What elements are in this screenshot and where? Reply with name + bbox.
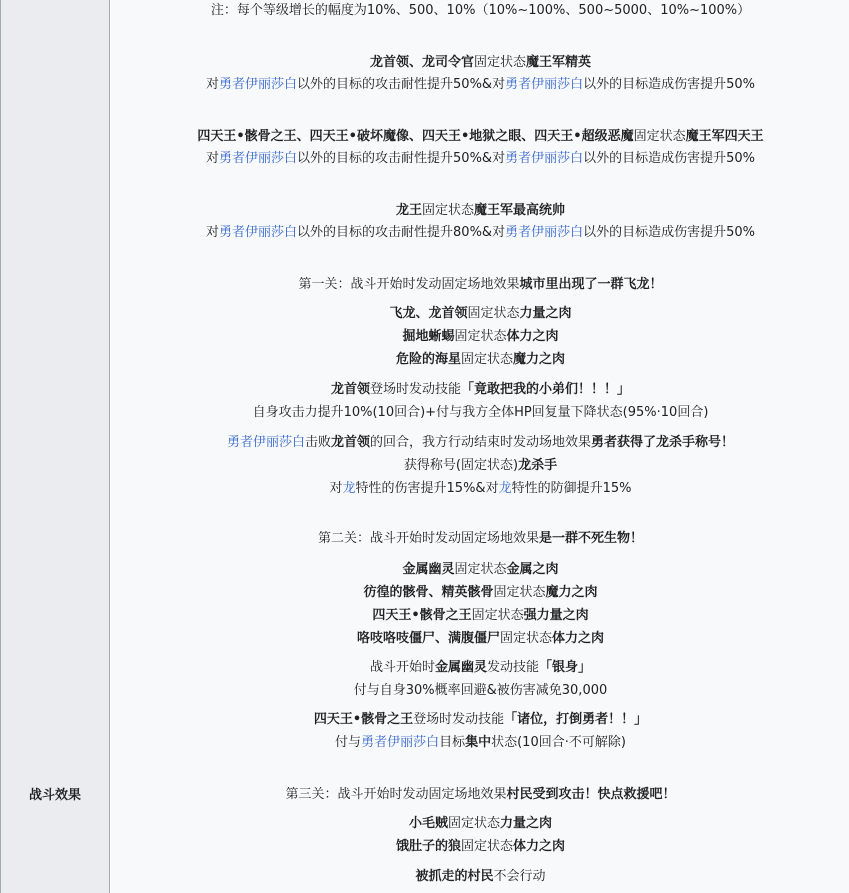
line-text: 固定状态 [493, 585, 546, 600]
effect-line [111, 734, 849, 752]
line-text: 对 [206, 151, 220, 166]
line-text: 特性的防御提升15% [511, 481, 632, 496]
row-header-cell [1, 0, 110, 893]
line-text: 第二关：战斗开始时发动固定场地效果 [317, 531, 539, 546]
line-text: 以外的目标的攻击耐性提升50%&对 [297, 77, 506, 92]
line-text: 付与自身30%概率回避&被伤害减免30,000 [353, 683, 608, 698]
effect-line [111, 276, 849, 294]
line-text: 付与 [335, 735, 362, 750]
line-text: 目标 [439, 735, 466, 750]
bold-term: 「竟敢把我的小弟们！！！」 [461, 382, 631, 397]
effect-line [111, 224, 849, 242]
bold-term: 是一群不死生物！ [539, 531, 644, 546]
line-text: 获得称号(固定状态) [403, 458, 519, 473]
bold-term: 强力量之肉 [523, 608, 589, 623]
line-text: 发动技能 [487, 660, 540, 675]
effect-line [111, 305, 849, 323]
effect-line [111, 868, 849, 886]
row-content-cell [111, 0, 849, 893]
bold-term: 咯吱咯吱僵尸、满腹僵尸 [356, 631, 500, 646]
line-text: 以外的目标造成伤害提升50% [583, 225, 755, 240]
line-text: 第三关：战斗开始时发动固定场地效果 [285, 787, 507, 802]
bold-term: 体力之肉 [552, 631, 605, 646]
effect-line [111, 584, 849, 602]
line-text: 自身攻击力提升10%(10回合)+付与我方全体HP回复量下降状态(95%·10回合) [252, 405, 709, 420]
effect-line [111, 328, 849, 346]
line-text: 固定状态 [633, 129, 686, 144]
line-text: 固定状态 [471, 608, 524, 623]
bold-term: 彷徨的骸骨、精英骸骨 [363, 585, 494, 600]
line-text: 固定状态 [467, 306, 520, 321]
bold-term: 村民受到攻击！快点救援吧！ [506, 787, 676, 802]
bold-term: 四天王•骸骨之王 [372, 608, 472, 623]
effect-line [111, 659, 849, 677]
character-link[interactable]: 勇者伊丽莎白 [361, 735, 440, 750]
effect-line [111, 630, 849, 648]
bold-term: 掘地蜥蜴 [402, 329, 455, 344]
bold-term: 被抓走的村民 [415, 869, 494, 884]
line-text: 注：每个等级增长的幅度为10%、500、10%（10%~100%、500~5000、10%~100%） [210, 3, 751, 18]
effect-line [111, 202, 849, 220]
effect-line [111, 561, 849, 579]
bold-term: 力量之肉 [500, 816, 553, 831]
bold-term: 魔力之肉 [545, 585, 598, 600]
effect-line [111, 128, 849, 146]
bold-term: 金属之肉 [506, 562, 559, 577]
bold-term: 小毛贼 [408, 816, 448, 831]
bold-term: 魔王军四天王 [685, 129, 764, 144]
bold-term: 危险的海星 [395, 352, 461, 367]
effect-line [111, 76, 849, 94]
bold-term: 金属幽灵 [434, 660, 487, 675]
bold-term: 饿肚子的狼 [395, 839, 461, 854]
line-text: 第一关：战斗开始时发动固定场地效果 [298, 277, 520, 292]
effect-line [111, 457, 849, 475]
line-text: 不会行动 [493, 869, 546, 884]
character-link[interactable]: 龙 [498, 481, 512, 496]
line-text: 固定状态 [447, 816, 500, 831]
bold-term: 龙首领、龙司令官 [369, 55, 474, 70]
bold-term: 「银身」 [539, 660, 592, 675]
effect-line [111, 404, 849, 422]
effect-line [111, 711, 849, 729]
line-text: 以外的目标造成伤害提升50% [583, 151, 755, 166]
line-text: 登场时发动技能 [413, 712, 505, 727]
line-text: 固定状态 [454, 329, 507, 344]
bold-term: 城市里出现了一群飞龙！ [519, 277, 663, 292]
bold-term: 龙杀手 [518, 458, 558, 473]
line-text: 固定状态 [499, 631, 552, 646]
character-link[interactable]: 龙 [342, 481, 356, 496]
line-text: 对 [206, 225, 220, 240]
bold-term: 龙王 [395, 203, 422, 218]
effect-line [111, 480, 849, 498]
bold-term: 飞龙、龙首领 [389, 306, 468, 321]
character-link[interactable]: 勇者伊丽莎白 [219, 151, 298, 166]
character-link[interactable]: 勇者伊丽莎白 [219, 77, 298, 92]
character-link[interactable]: 勇者伊丽莎白 [219, 225, 298, 240]
line-text: 固定状态 [421, 203, 474, 218]
line-text: 以外的目标造成伤害提升50% [583, 77, 755, 92]
row-header-label: 战斗效果 [28, 788, 81, 803]
bold-term: 龙首领 [330, 382, 370, 397]
line-text: 固定状态 [473, 55, 526, 70]
character-link[interactable]: 勇者伊丽莎白 [505, 77, 584, 92]
effect-line [111, 351, 849, 369]
bold-term: 力量之肉 [519, 306, 572, 321]
bold-term: 体力之肉 [506, 329, 559, 344]
character-link[interactable]: 勇者伊丽莎白 [226, 435, 305, 450]
effect-line [111, 381, 849, 399]
line-text: 固定状态 [460, 352, 513, 367]
line-text: 的回合，我方行动结束时发动场地效果 [370, 435, 592, 450]
effect-line [111, 838, 849, 856]
effect-line [111, 530, 849, 548]
line-text: 击败 [304, 435, 331, 450]
line-text: 以外的目标的攻击耐性提升80%&对 [297, 225, 506, 240]
bold-term: 集中 [465, 735, 492, 750]
bold-term: 勇者获得了龙杀手称号！ [591, 435, 735, 450]
line-text: 固定状态 [460, 839, 513, 854]
line-text: 状态(10回合·不可解除) [491, 735, 626, 750]
bold-term: 四天王•骸骨之王、四天王•破坏魔像、四天王•地狱之眼、四天王•超级恶魔 [197, 129, 634, 144]
effect-line [111, 150, 849, 168]
effect-line [111, 815, 849, 833]
effect-line [111, 786, 849, 804]
bold-term: 魔王军精英 [526, 55, 592, 70]
line-text: 以外的目标的攻击耐性提升50%&对 [297, 151, 506, 166]
line-text: 战斗开始时 [369, 660, 435, 675]
line-text: 登场时发动技能 [369, 382, 461, 397]
effect-line [111, 434, 849, 452]
bold-term: 四天王•骸骨之王 [313, 712, 414, 727]
line-text: 对 [329, 481, 343, 496]
bold-term: 体力之肉 [513, 839, 566, 854]
effect-line [111, 2, 849, 20]
bold-term: 魔王军最高统帅 [474, 203, 566, 218]
line-text: 对 [206, 77, 220, 92]
bold-term: 「诸位，打倒勇者！！」 [504, 712, 648, 727]
bold-term: 金属幽灵 [402, 562, 455, 577]
line-text: 固定状态 [454, 562, 507, 577]
bold-term: 龙首领 [330, 435, 370, 450]
character-link[interactable]: 勇者伊丽莎白 [505, 151, 584, 166]
effect-line [111, 682, 849, 700]
bold-term: 魔力之肉 [513, 352, 566, 367]
effect-line [111, 54, 849, 72]
character-link[interactable]: 勇者伊丽莎白 [505, 225, 584, 240]
effect-line [111, 607, 849, 625]
line-text: 特性的伤害提升15%&对 [355, 481, 499, 496]
